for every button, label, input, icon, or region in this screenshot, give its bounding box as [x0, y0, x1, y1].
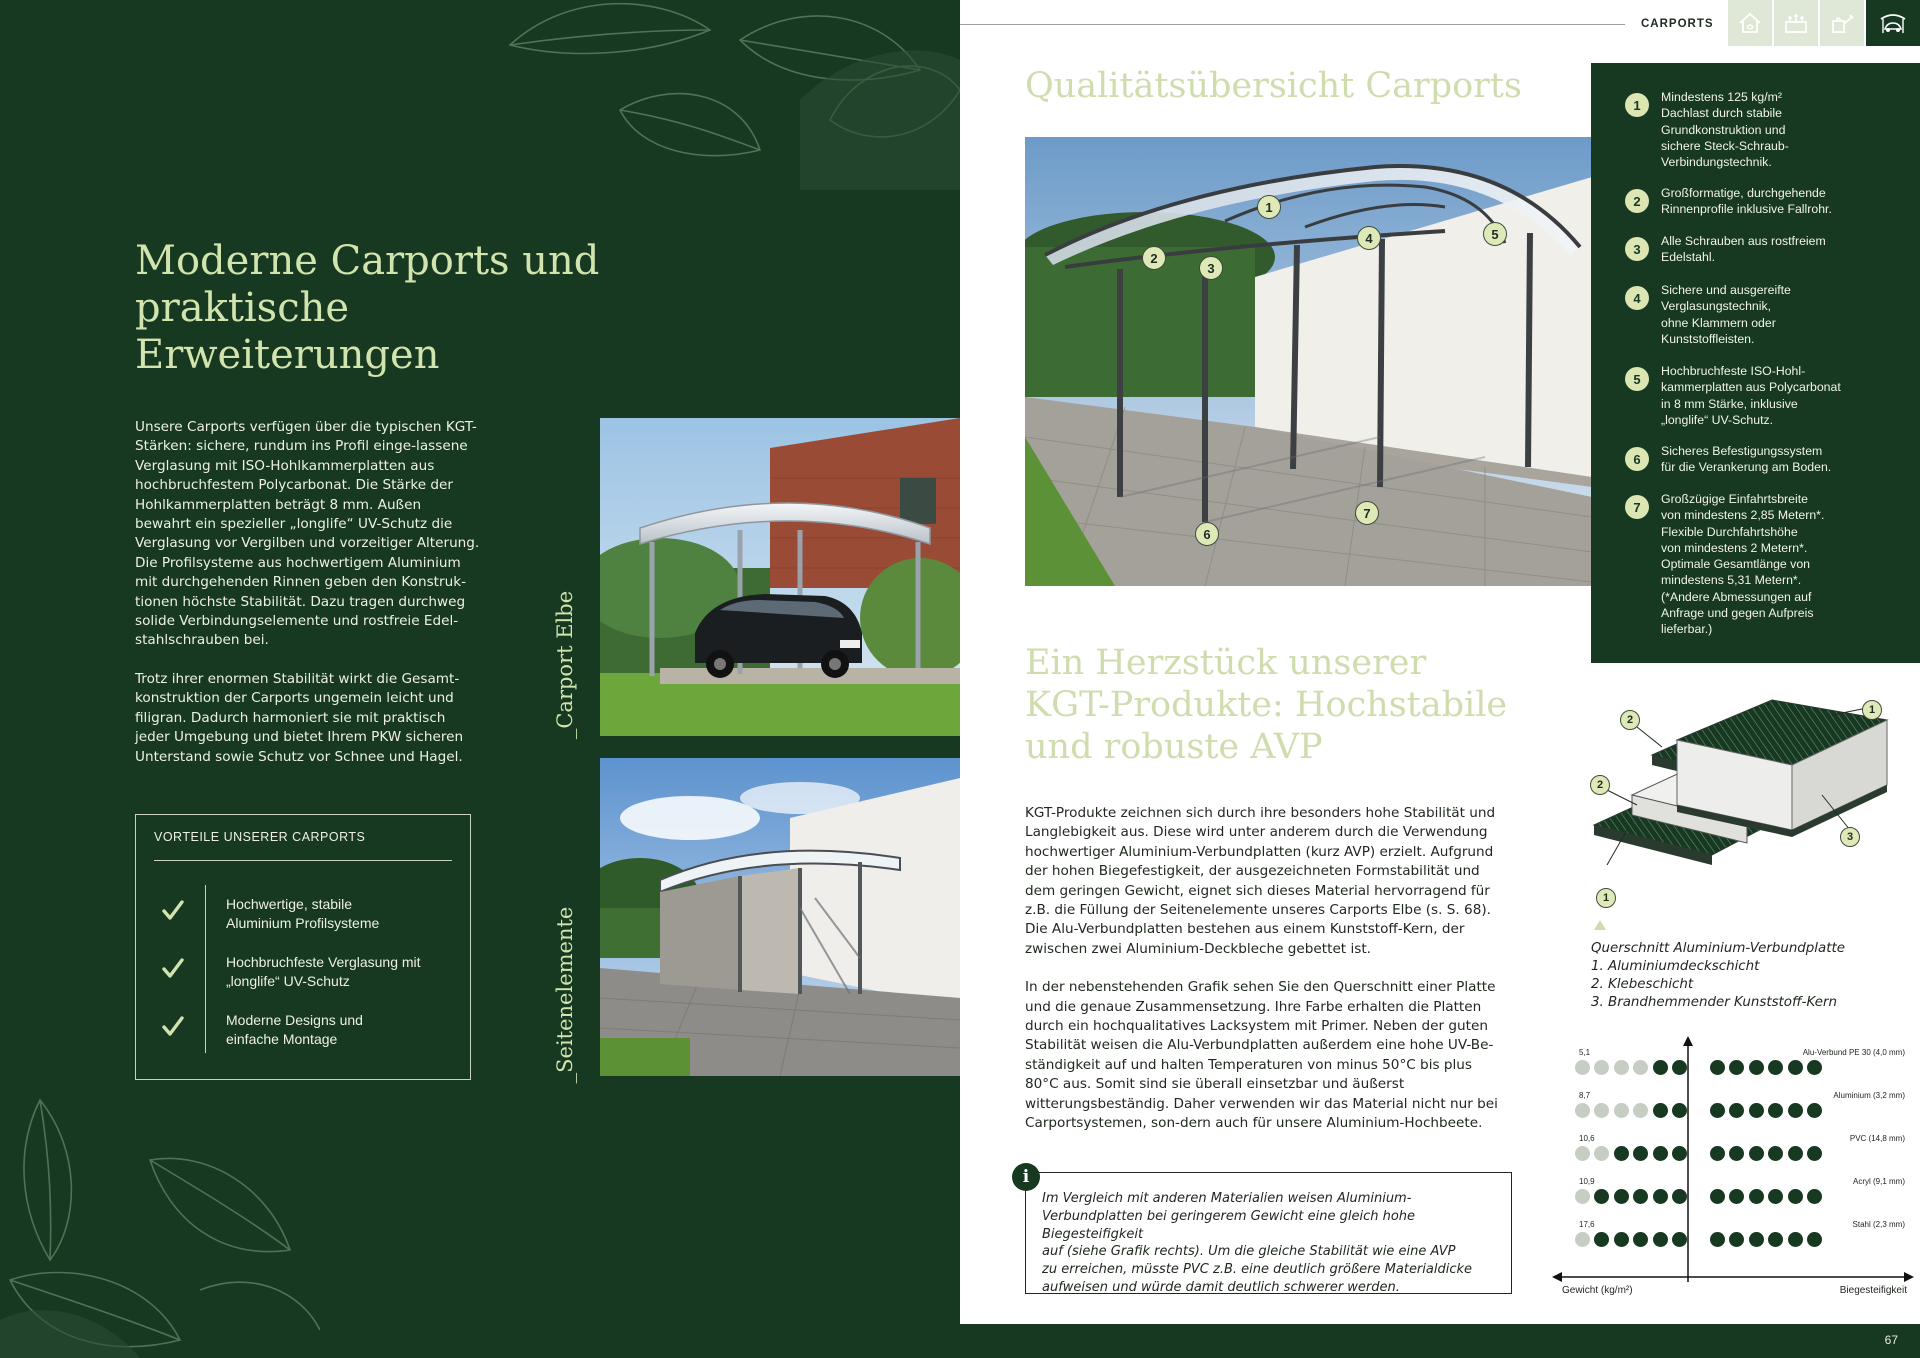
caption-item: 2. Klebeschicht [1591, 977, 1694, 992]
weight-value-label: 17,6 [1579, 1220, 1595, 1229]
left-paragraph-2: Trotz ihrer enormen Stabilität wirkt die Gesamt-konstruktion der Carports ungemein leicht und filigran. Dadurch harmoniert sie mit praktisch jeder Umgebung und bietet Ihrem PKW sicheren Unterstand sowie Schutz vor Schnee und Hagel. [135, 670, 464, 765]
left-headline-line1: Moderne Carports und [135, 238, 600, 284]
x-axis-left-label: Gewicht (kg/m²) [1562, 1285, 1633, 1296]
weight-dot [1575, 1189, 1590, 1204]
photo-label-seitenelemente [545, 885, 585, 1105]
checkmark-icon [162, 899, 184, 921]
cross-section-marker: 2 [1590, 775, 1610, 795]
carport-overview-photo [1025, 137, 1592, 586]
stiffness-dot [1788, 1232, 1803, 1247]
caption-item: 1. Aluminiumdeckschicht [1591, 959, 1760, 974]
info-text: Im Vergleich mit anderen Materialien weisen Aluminium- Verbundplatten bei geringerem Gewicht eine gleich hohe Biegesteifigkeit auf (siehe Grafik rechts). Um die gleiche Stabilität wie eine AVP zu erreichen, müsste PVC z.B. eine deutlich größere Materialdicke aufweisen und würde damit deutlich schwerer werden. [1042, 1191, 1473, 1295]
benefit-text-line1: Hochwertige, stabile [226, 896, 353, 912]
weight-dot [1575, 1146, 1590, 1161]
stiffness-dot [1710, 1103, 1725, 1118]
benefit-text-line2: „longlife“ UV-Schutz [226, 973, 350, 989]
feature-text: Mindestens 125 kg/m² Dachlast durch stabile Grundkonstruktion und sichere Steck-Schraub- Verbindungstechnik. [1661, 90, 1789, 170]
photo-marker: 7 [1355, 501, 1379, 525]
photo-label-carport-elbe [545, 555, 585, 775]
stiffness-dot [1710, 1189, 1725, 1204]
header-rule [960, 24, 1625, 25]
cross-section-marker: 1 [1596, 888, 1616, 908]
material-label: Acryl (9,1 mm) [1853, 1177, 1905, 1186]
photo-marker: 4 [1357, 226, 1381, 250]
photo-marker: 6 [1195, 522, 1219, 546]
weight-dot [1575, 1103, 1590, 1118]
photo-marker: 1 [1257, 195, 1281, 219]
weight-dot [1672, 1060, 1687, 1075]
feature-number: 6 [1625, 447, 1649, 471]
weight-value-label: 10,6 [1579, 1134, 1595, 1143]
weight-dot [1672, 1189, 1687, 1204]
feature-number: 2 [1625, 189, 1649, 213]
avp-headline-line1: Ein Herzstück unserer [1025, 643, 1427, 683]
left-paragraph-1: Unsere Carports verfügen über die typischen KGT-Stärken: sichere, rundum ins Profil einge-lassene Verglasung mit ISO-Hohlkammerplatten aus hochbruchfestem Polycarbonat. Die Stärke der Hohlkammerplatten beträgt 8 mm. Außen bewahrt ein spezieller „longlife“ UV-Schutz die Verglasung vor Vergilben und vorzeitiger Alterung. Die Profilsysteme aus hochwertigem Aluminium mit durchgehenden Rinnen geben den Konstruk-tionen höchste Stabilität. Dazu tragen durchweg solide Verbindungselemente und rostfreie Edel-stahlschrauben bei. [135, 419, 480, 649]
caption-title: Querschnitt Aluminium-Verbundplatte [1591, 941, 1845, 956]
photo-label-text: _Carport Elbe [553, 590, 577, 740]
feature-number: 7 [1625, 495, 1649, 519]
benefit-text [226, 953, 456, 991]
stiffness-dot [1749, 1146, 1764, 1161]
weight-value-label: 8,7 [1579, 1091, 1591, 1100]
footer-strip [960, 1324, 1920, 1358]
weight-dot [1614, 1189, 1629, 1204]
weight-dot [1575, 1060, 1590, 1075]
triangle-pointer-icon [1594, 920, 1606, 930]
weight-dot [1653, 1146, 1668, 1161]
carport-photo-illustration [1025, 137, 1592, 586]
weight-dot [1614, 1232, 1629, 1247]
features-sidebar [1591, 63, 1920, 663]
benefit-text [226, 895, 456, 933]
photo-marker: 2 [1142, 246, 1166, 270]
watering-can-icon[interactable] [1820, 0, 1864, 46]
avp-headline-line3: und robuste AVP [1025, 727, 1323, 767]
stiffness-dot [1710, 1146, 1725, 1161]
cross-section-marker: 3 [1840, 827, 1860, 847]
quality-overview-title: Qualitätsübersicht Carports [1025, 66, 1522, 106]
seitenelemente-photo [600, 758, 960, 1076]
benefit-text [226, 1011, 456, 1049]
stiffness-dot [1749, 1060, 1764, 1075]
photo-marker: 3 [1199, 256, 1223, 280]
x-axis-right-label: Biegesteifigkeit [1839, 1285, 1907, 1296]
weight-dot [1614, 1103, 1629, 1118]
stiffness-dot [1749, 1232, 1764, 1247]
info-icon: i [1012, 1163, 1040, 1191]
stiffness-dot [1807, 1060, 1822, 1075]
benefits-title: VORTEILE UNSERER CARPORTS [154, 830, 366, 844]
weight-dot [1672, 1103, 1687, 1118]
stiffness-dot [1710, 1060, 1725, 1075]
feature-text: Sichere und ausgereifte Verglasungstechnik, ohne Klammern oder Kunststoffleisten. [1661, 283, 1791, 346]
feature-text: Großzügige Einfahrtsbreite von mindestens 2,85 Metern*. Flexible Durchfahrtshöhe von mindestens 2 Metern*. Optimale Gesamtlänge von mindestens 5,31 Metern*. (*Andere Abmessungen auf Anfrage und gegen Aufpreis lieferbar.) [1661, 492, 1825, 637]
stiffness-dot [1788, 1189, 1803, 1204]
right-page [960, 0, 1920, 1324]
avp-headline [1025, 642, 1545, 768]
feature-text: Sicheres Befestigungssystem für die Verankerung am Boden. [1661, 444, 1832, 475]
benefit-item [136, 1011, 472, 1055]
material-label: Aluminium (3,2 mm) [1833, 1091, 1905, 1100]
feature-number: 3 [1625, 237, 1649, 261]
feature-text: Großformatige, durchgehende Rinnenprofile inklusive Fallrohr. [1661, 186, 1832, 217]
carport-icon[interactable] [1866, 0, 1920, 46]
material-label: Alu-Verbund PE 30 (4,0 mm) [1802, 1048, 1905, 1057]
weight-dot [1653, 1103, 1668, 1118]
avp-headline-line2: KGT-Produkte: Hochstabile [1025, 685, 1508, 725]
benefit-item [136, 953, 472, 997]
left-headline-line2: praktische Erweiterungen [135, 285, 440, 378]
weight-dot [1575, 1232, 1590, 1247]
weight-dot [1653, 1232, 1668, 1247]
left-headline [135, 238, 655, 379]
raised-bed-icon[interactable] [1774, 0, 1818, 46]
material-comparison-chart [1550, 1030, 1915, 1305]
feature-text: Hochbruchfeste ISO-Hohl- kammerplatten aus Polycarbonat in 8 mm Stärke, inklusive „longlife“ UV-Schutz. [1661, 364, 1841, 427]
stiffness-dot [1788, 1103, 1803, 1118]
material-label: Stahl (2,3 mm) [1852, 1220, 1905, 1229]
checkmark-icon [162, 957, 184, 979]
cross-section-marker: 2 [1620, 710, 1640, 730]
benefits-divider [154, 860, 452, 861]
left-body-text [135, 418, 481, 767]
cross-section-marker: 1 [1862, 700, 1882, 720]
stiffness-dot [1807, 1146, 1822, 1161]
feature-text: Alle Schrauben aus rostfreiem Edelstahl. [1661, 234, 1826, 265]
feature-number: 4 [1625, 286, 1649, 310]
feature-number: 5 [1625, 367, 1649, 391]
avp-paragraph-2: In der nebenstehenden Grafik sehen Sie den Querschnitt einer Platte und die genaue Zusammensetzung. Ihre Farbe erhalten die Platten durch ein hochqualitatives Lacksystem mit Primer. Neben der guten Stabilität weisen die Alu-Verbundplatten außerdem eine hohe UV-Be-ständigkeit auf und halten Temperaturen von minus 50°C bis plus 80°C aus. Somit sind sie überall einsetzbar und äußerst witterungsbeständig. Daher verwenden wir das Material nicht nur bei Carportsystemen, son-dern auch für unsere Aluminium-Hochbeete. [1025, 979, 1498, 1132]
stiffness-dot [1788, 1060, 1803, 1075]
weight-dot [1672, 1232, 1687, 1247]
benefit-text-line1: Hochbruchfeste Verglasung mit [226, 954, 421, 970]
carport-elbe-photo [600, 418, 960, 736]
weight-dot [1672, 1146, 1687, 1161]
section-label: CARPORTS [1641, 18, 1714, 30]
weight-value-label: 10,9 [1579, 1177, 1595, 1186]
avp-paragraph-1: KGT-Produkte zeichnen sich durch ihre besonders hohe Stabilität und Langlebigkeit aus. Diese wird unter anderem durch die Verwendung hochwertiger Aluminium-Verbundplatten (kurz AVP) erzielt. Aufgrund der hohen Biegefestigkeit, der ausgezeichneten Formstabilität und dem geringen Gewicht, eignet sich dieses Material hervorragend für z.B. die Füllung der Seitenelemente unseres Carports Elbe (s. S. 68). Die Alu-Verbundplatten bestehen aus einem Kunststoff-Kern, der zwischen zwei Aluminium-Deckbleche gebettet ist. [1025, 805, 1496, 957]
stiffness-dot [1710, 1232, 1725, 1247]
page-number: 67 [1884, 1333, 1898, 1347]
stiffness-dot [1749, 1189, 1764, 1204]
avp-body-text [1025, 804, 1505, 1134]
checkmark-icon [162, 1015, 184, 1037]
material-label: PVC (14,8 mm) [1849, 1134, 1905, 1143]
stiffness-dot [1749, 1103, 1764, 1118]
benefit-item [136, 895, 472, 939]
weight-value-label: 5,1 [1579, 1048, 1591, 1057]
stiffness-dot [1807, 1232, 1822, 1247]
weight-dot [1614, 1060, 1629, 1075]
cross-section-caption [1591, 940, 1911, 1012]
weight-dot [1614, 1146, 1629, 1161]
benefits-box [135, 814, 471, 1080]
photo-label-text: _Seitenelemente [553, 906, 577, 1084]
house-icon[interactable] [1728, 0, 1772, 46]
stiffness-dot [1807, 1103, 1822, 1118]
benefit-text-line2: einfache Montage [226, 1031, 338, 1047]
photo-marker: 5 [1483, 222, 1507, 246]
stiffness-dot [1788, 1146, 1803, 1161]
leaf-decoration-top-icon [500, 0, 960, 190]
stiffness-dot [1807, 1189, 1822, 1204]
weight-dot [1653, 1060, 1668, 1075]
cross-section-diagram [1582, 695, 1908, 925]
caption-item: 3. Brandhemmender Kunststoff-Kern [1591, 995, 1838, 1010]
benefit-text-line1: Moderne Designs und [226, 1012, 363, 1028]
benefit-text-line2: Aluminium Profilsysteme [226, 915, 380, 931]
feature-number: 1 [1625, 93, 1649, 117]
leaf-decoration-bottom-icon [0, 1090, 320, 1358]
weight-dot [1653, 1189, 1668, 1204]
